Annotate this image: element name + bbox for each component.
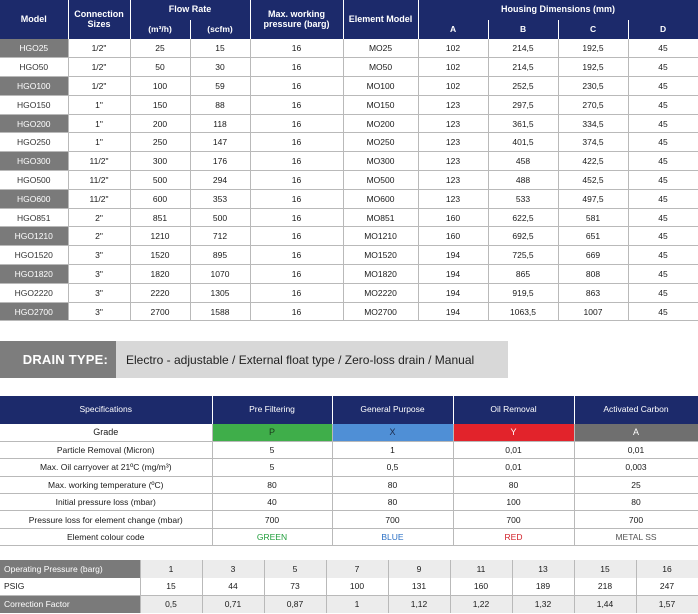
correction-factor-row-value: 0,5 (140, 595, 202, 613)
cell-element: MO500 (343, 171, 418, 190)
spec-general-value: 1 (332, 441, 453, 458)
cell-b: 865 (488, 265, 558, 284)
header-flow-m3h: (m³/h) (130, 20, 190, 39)
cell-a: 123 (418, 114, 488, 133)
cell-scfm: 895 (190, 246, 250, 265)
cell-a: 123 (418, 95, 488, 114)
spec-oil-value: 100 (453, 494, 574, 511)
cell-d: 45 (628, 114, 698, 133)
cell-element: MO851 (343, 208, 418, 227)
cell-conn: 3" (68, 283, 130, 302)
cell-model: HGO851 (0, 208, 68, 227)
psig-row-value: 247 (636, 578, 698, 596)
spec-pre-value: 5 (212, 459, 332, 476)
cell-element: MO100 (343, 77, 418, 96)
drain-type-text: Electro - adjustable / External float type / Zero-loss drain / Manual (126, 352, 475, 367)
correction-factor-row-value: 1,12 (388, 595, 450, 613)
spec-oil-value: 0,01 (453, 459, 574, 476)
cell-conn: 1/2" (68, 77, 130, 96)
cell-scfm: 59 (190, 77, 250, 96)
spec-general-value: 80 (332, 476, 453, 493)
header-max-pressure: Max. working pressure (barg) (250, 0, 343, 39)
spec-oil-value: RED (453, 528, 574, 545)
spec-general-value: X (332, 424, 453, 441)
cell-d: 45 (628, 152, 698, 171)
spec-pre-value: 40 (212, 494, 332, 511)
cell-pressure: 16 (250, 171, 343, 190)
cell-c: 230,5 (558, 77, 628, 96)
correction-factor-row-value: 1,22 (450, 595, 512, 613)
table-row (0, 424, 698, 441)
cell-a: 123 (418, 189, 488, 208)
cell-c: 192,5 (558, 58, 628, 77)
table-row (0, 152, 698, 171)
cell-element: MO250 (343, 133, 418, 152)
cell-c: 1007 (558, 302, 628, 321)
cell-scfm: 294 (190, 171, 250, 190)
table-row (0, 528, 698, 545)
cell-a: 194 (418, 246, 488, 265)
table-row (0, 58, 698, 77)
table-row (0, 302, 698, 321)
cell-b: 692,5 (488, 227, 558, 246)
spec-general-value: 80 (332, 494, 453, 511)
table-row (0, 95, 698, 114)
correction-factor-row-value: 1,44 (574, 595, 636, 613)
spec-label: Initial pressure loss (mbar) (0, 494, 212, 511)
cell-m3h: 150 (130, 95, 190, 114)
cell-scfm: 88 (190, 95, 250, 114)
table-row (0, 283, 698, 302)
header-general-purpose: General Purpose (332, 396, 453, 424)
psig-row-value: 218 (574, 578, 636, 596)
cell-conn: 3" (68, 265, 130, 284)
cell-model: HGO25 (0, 39, 68, 58)
cell-d: 45 (628, 189, 698, 208)
cell-pressure: 16 (250, 283, 343, 302)
operating-pressure-row-value: 11 (450, 560, 512, 578)
cell-b: 361,5 (488, 114, 558, 133)
cell-c: 270,5 (558, 95, 628, 114)
cell-d: 45 (628, 265, 698, 284)
cell-b: 214,5 (488, 39, 558, 58)
cell-pressure: 16 (250, 227, 343, 246)
header-pre-filtering: Pre Filtering (212, 396, 332, 424)
cell-scfm: 176 (190, 152, 250, 171)
psig-row-value: 15 (140, 578, 202, 596)
operating-pressure-row-value: 9 (388, 560, 450, 578)
operating-pressure-row (0, 560, 698, 578)
correction-factor-row-label: Correction Factor (0, 595, 140, 613)
cell-model: HGO200 (0, 114, 68, 133)
cell-b: 458 (488, 152, 558, 171)
cell-b: 401,5 (488, 133, 558, 152)
cell-scfm: 712 (190, 227, 250, 246)
spec-general-value: 700 (332, 511, 453, 528)
cell-c: 581 (558, 208, 628, 227)
cell-conn: 2" (68, 227, 130, 246)
cell-conn: 11/2" (68, 152, 130, 171)
cell-a: 102 (418, 77, 488, 96)
cell-model: HGO500 (0, 171, 68, 190)
cell-d: 45 (628, 246, 698, 265)
cell-element: MO2700 (343, 302, 418, 321)
cell-scfm: 353 (190, 189, 250, 208)
table-row (0, 511, 698, 528)
cell-m3h: 600 (130, 189, 190, 208)
cell-c: 651 (558, 227, 628, 246)
spec-label: Max. working temperature (ºC) (0, 476, 212, 493)
cell-b: 297,5 (488, 95, 558, 114)
operating-pressure-row-value: 15 (574, 560, 636, 578)
table-row (0, 494, 698, 511)
drain-type-bar (0, 341, 508, 378)
table-row (0, 114, 698, 133)
cell-m3h: 1520 (130, 246, 190, 265)
header-oil-removal: Oil Removal (453, 396, 574, 424)
cell-d: 45 (628, 171, 698, 190)
pressure-correction-table (0, 560, 698, 613)
header-specifications: Specifications (0, 396, 212, 424)
spec-label: Max. Oil carryover at 21ºC (mg/m³) (0, 459, 212, 476)
spec-label: Pressure loss for element change (mbar) (0, 511, 212, 528)
header-dim-a: A (418, 20, 488, 39)
table-row (0, 133, 698, 152)
spec-carbon-value: A (574, 424, 698, 441)
cell-pressure: 16 (250, 114, 343, 133)
cell-d: 45 (628, 77, 698, 96)
cell-a: 160 (418, 208, 488, 227)
cell-d: 45 (628, 39, 698, 58)
cell-scfm: 30 (190, 58, 250, 77)
spec-label: Grade (0, 424, 212, 441)
cell-m3h: 200 (130, 114, 190, 133)
cell-b: 252,5 (488, 77, 558, 96)
cell-element: MO1210 (343, 227, 418, 246)
header-dim-c: C (558, 20, 628, 39)
cell-c: 374,5 (558, 133, 628, 152)
cell-c: 497,5 (558, 189, 628, 208)
spec-carbon-value: 80 (574, 494, 698, 511)
header-model: Model (0, 0, 68, 39)
header-dim-b: B (488, 20, 558, 39)
cell-b: 214,5 (488, 58, 558, 77)
cell-conn: 1" (68, 95, 130, 114)
cell-m3h: 851 (130, 208, 190, 227)
cell-d: 45 (628, 58, 698, 77)
psig-row-value: 73 (264, 578, 326, 596)
cell-element: MO200 (343, 114, 418, 133)
spec-carbon-value: 25 (574, 476, 698, 493)
cell-d: 45 (628, 208, 698, 227)
cell-d: 45 (628, 133, 698, 152)
cell-model: HGO250 (0, 133, 68, 152)
cell-model: HGO1820 (0, 265, 68, 284)
cell-m3h: 25 (130, 39, 190, 58)
cell-pressure: 16 (250, 95, 343, 114)
cell-model: HGO2220 (0, 283, 68, 302)
correction-factor-row-value: 0,71 (202, 595, 264, 613)
spec-label: Particle Removal (Micron) (0, 441, 212, 458)
table-row (0, 77, 698, 96)
cell-d: 45 (628, 95, 698, 114)
operating-pressure-row-value: 7 (326, 560, 388, 578)
spec-oil-value: Y (453, 424, 574, 441)
table-row (0, 208, 698, 227)
cell-c: 192,5 (558, 39, 628, 58)
table-row (0, 39, 698, 58)
cell-element: MO50 (343, 58, 418, 77)
header-flow-scfm: (scfm) (190, 20, 250, 39)
table-row (0, 441, 698, 458)
operating-pressure-row-value: 16 (636, 560, 698, 578)
spec-carbon-value: METAL SS (574, 528, 698, 545)
cell-c: 452,5 (558, 171, 628, 190)
correction-factor-row-value: 0,87 (264, 595, 326, 613)
header-housing: Housing Dimensions (mm) (418, 0, 698, 20)
cell-d: 45 (628, 302, 698, 321)
cell-b: 533 (488, 189, 558, 208)
header-dim-d: D (628, 20, 698, 39)
operating-pressure-row-value: 3 (202, 560, 264, 578)
table-row (0, 246, 698, 265)
cell-pressure: 16 (250, 133, 343, 152)
cell-scfm: 15 (190, 39, 250, 58)
spec-carbon-value: 0,003 (574, 459, 698, 476)
cell-conn: 11/2" (68, 171, 130, 190)
spec-general-value: BLUE (332, 528, 453, 545)
cell-pressure: 16 (250, 302, 343, 321)
table-row (0, 189, 698, 208)
spec-pre-value: GREEN (212, 528, 332, 545)
cell-scfm: 118 (190, 114, 250, 133)
cell-pressure: 16 (250, 246, 343, 265)
cell-conn: 2" (68, 208, 130, 227)
cell-element: MO25 (343, 39, 418, 58)
header-connection: Connection Sizes (68, 0, 130, 39)
cell-scfm: 1070 (190, 265, 250, 284)
cell-pressure: 16 (250, 77, 343, 96)
cell-element: MO150 (343, 95, 418, 114)
cell-a: 194 (418, 283, 488, 302)
header-element-model: Element Model (343, 0, 418, 39)
cell-b: 1063,5 (488, 302, 558, 321)
operating-pressure-row-value: 1 (140, 560, 202, 578)
cell-model: HGO2700 (0, 302, 68, 321)
correction-factor-row-value: 1,57 (636, 595, 698, 613)
cell-scfm: 1305 (190, 283, 250, 302)
cell-element: MO300 (343, 152, 418, 171)
cell-model: HGO300 (0, 152, 68, 171)
table-row (0, 171, 698, 190)
cell-pressure: 16 (250, 189, 343, 208)
cell-a: 123 (418, 133, 488, 152)
spec-carbon-value: 0,01 (574, 441, 698, 458)
spec-oil-value: 700 (453, 511, 574, 528)
cell-d: 45 (628, 283, 698, 302)
spec-pre-value: 80 (212, 476, 332, 493)
table-row (0, 476, 698, 493)
cell-conn: 3" (68, 302, 130, 321)
spec-general-value: 0,5 (332, 459, 453, 476)
cell-c: 669 (558, 246, 628, 265)
cell-a: 123 (418, 171, 488, 190)
psig-row-label: PSIG (0, 578, 140, 596)
drain-type-label: DRAIN TYPE: (0, 341, 116, 378)
cell-m3h: 100 (130, 77, 190, 96)
cell-scfm: 500 (190, 208, 250, 227)
cell-model: HGO150 (0, 95, 68, 114)
cell-model: HGO1210 (0, 227, 68, 246)
cell-model: HGO100 (0, 77, 68, 96)
cell-model: HGO600 (0, 189, 68, 208)
operating-pressure-row-value: 5 (264, 560, 326, 578)
cell-m3h: 1820 (130, 265, 190, 284)
cell-m3h: 500 (130, 171, 190, 190)
cell-conn: 1/2" (68, 58, 130, 77)
spec-pre-value: 5 (212, 441, 332, 458)
cell-conn: 1" (68, 114, 130, 133)
cell-element: MO1820 (343, 265, 418, 284)
spec-oil-value: 0,01 (453, 441, 574, 458)
cell-b: 919,5 (488, 283, 558, 302)
cell-m3h: 2220 (130, 283, 190, 302)
cell-m3h: 300 (130, 152, 190, 171)
cell-conn: 1" (68, 133, 130, 152)
cell-model: HGO50 (0, 58, 68, 77)
spec-carbon-value: 700 (574, 511, 698, 528)
header-flow-rate: Flow Rate (130, 0, 250, 20)
psig-row-value: 131 (388, 578, 450, 596)
spec-label: Element colour code (0, 528, 212, 545)
psig-row-value: 44 (202, 578, 264, 596)
cell-pressure: 16 (250, 39, 343, 58)
psig-row-value: 100 (326, 578, 388, 596)
psig-row (0, 578, 698, 596)
operating-pressure-row-label: Operating Pressure (barg) (0, 560, 140, 578)
cell-a: 160 (418, 227, 488, 246)
cell-element: MO600 (343, 189, 418, 208)
cell-c: 422,5 (558, 152, 628, 171)
cell-b: 622,5 (488, 208, 558, 227)
cell-b: 488 (488, 171, 558, 190)
table-row (0, 227, 698, 246)
cell-a: 194 (418, 265, 488, 284)
psig-row-value: 160 (450, 578, 512, 596)
cell-scfm: 1588 (190, 302, 250, 321)
correction-factor-row-value: 1 (326, 595, 388, 613)
cell-b: 725,5 (488, 246, 558, 265)
cell-m3h: 2700 (130, 302, 190, 321)
cell-c: 334,5 (558, 114, 628, 133)
cell-conn: 11/2" (68, 189, 130, 208)
cell-conn: 3" (68, 246, 130, 265)
specifications-table (0, 396, 698, 546)
correction-factor-row (0, 595, 698, 613)
header-activated-carbon: Activated Carbon (574, 396, 698, 424)
cell-scfm: 147 (190, 133, 250, 152)
cell-pressure: 16 (250, 208, 343, 227)
cell-a: 102 (418, 58, 488, 77)
cell-pressure: 16 (250, 265, 343, 284)
psig-row-value: 189 (512, 578, 574, 596)
cell-d: 45 (628, 227, 698, 246)
spec-pre-value: 700 (212, 511, 332, 528)
cell-a: 102 (418, 39, 488, 58)
cell-m3h: 1210 (130, 227, 190, 246)
cell-a: 194 (418, 302, 488, 321)
table-row (0, 459, 698, 476)
operating-pressure-row-value: 13 (512, 560, 574, 578)
cell-pressure: 16 (250, 152, 343, 171)
cell-m3h: 250 (130, 133, 190, 152)
cell-element: MO2220 (343, 283, 418, 302)
table-row (0, 265, 698, 284)
cell-m3h: 50 (130, 58, 190, 77)
cell-c: 863 (558, 283, 628, 302)
cell-element: MO1520 (343, 246, 418, 265)
spec-oil-value: 80 (453, 476, 574, 493)
cell-a: 123 (418, 152, 488, 171)
cell-pressure: 16 (250, 58, 343, 77)
spec-pre-value: P (212, 424, 332, 441)
cell-conn: 1/2" (68, 39, 130, 58)
cell-model: HGO1520 (0, 246, 68, 265)
correction-factor-row-value: 1,32 (512, 595, 574, 613)
cell-c: 808 (558, 265, 628, 284)
